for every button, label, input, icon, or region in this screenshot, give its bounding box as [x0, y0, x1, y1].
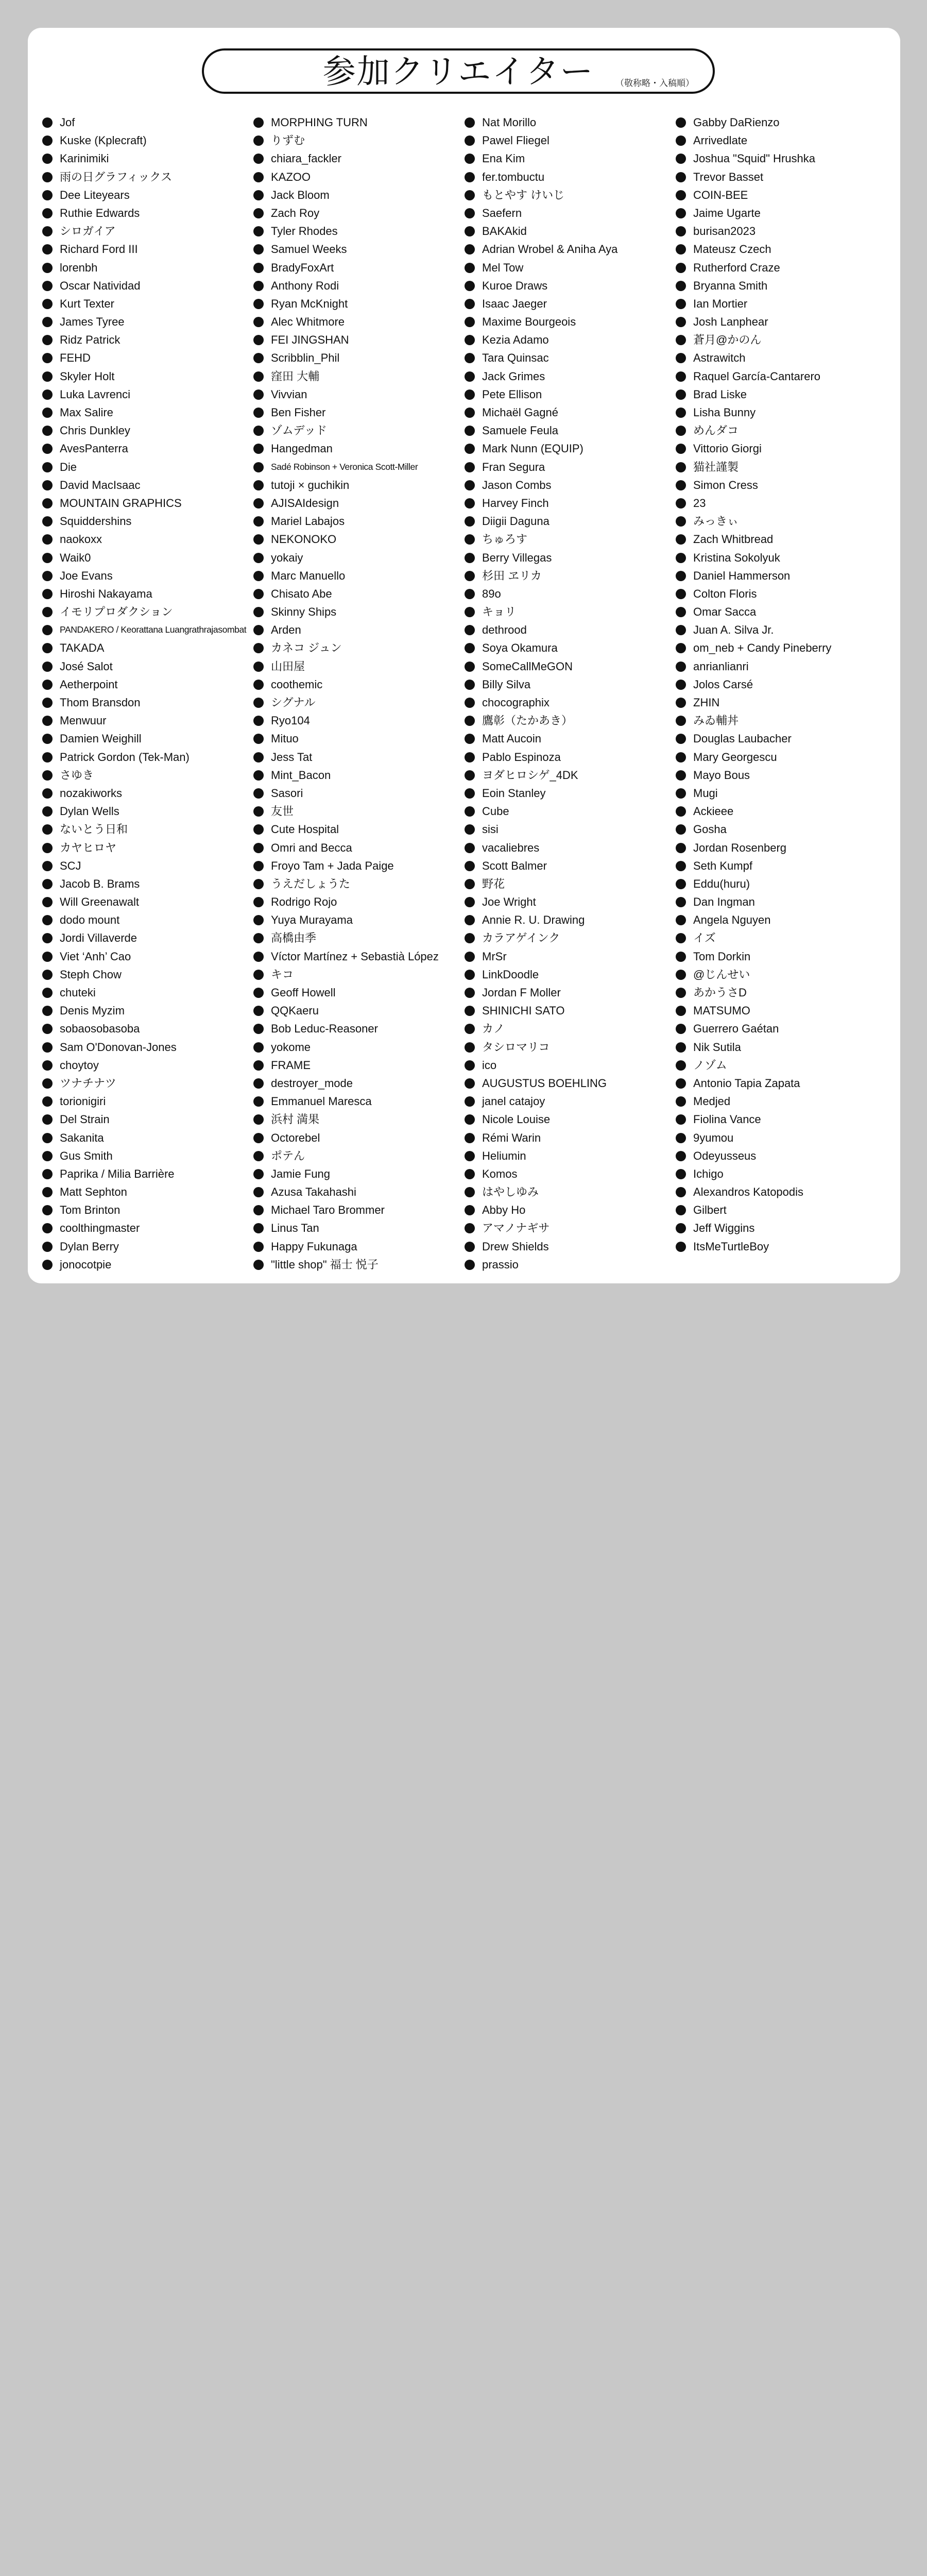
creator-name: ちゅろす — [465, 530, 676, 548]
creator-name: Cube — [465, 802, 676, 820]
creator-name: Omar Sacca — [676, 603, 887, 621]
creator-name: Dylan Wells — [42, 802, 253, 820]
creator-name: FEHD — [42, 349, 253, 367]
creator-name: Dylan Berry — [42, 1238, 253, 1256]
creator-name: Alec Whitmore — [253, 313, 465, 331]
creator-name: choytoy — [42, 1056, 253, 1074]
creator-name: tutoji × guchikin — [253, 476, 465, 494]
creator-name: vacaliebres — [465, 839, 676, 857]
creator-name: ico — [465, 1056, 676, 1074]
creator-name: Tyler Rhodes — [253, 222, 465, 240]
creator-name: Ruthie Edwards — [42, 204, 253, 222]
creator-name: AJISAIdesign — [253, 494, 465, 512]
creator-name: Tom Dorkin — [676, 947, 887, 965]
creator-name: 猫社謹製 — [676, 458, 887, 476]
creator-name: Emmanuel Maresca — [253, 1092, 465, 1110]
creator-name: Denis Myzim — [42, 1002, 253, 1020]
creator-name: Joshua "Squid" Hrushka — [676, 149, 887, 167]
creator-name: Zach Whitbread — [676, 530, 887, 548]
creator-name: Steph Chow — [42, 965, 253, 984]
creator-name: Mayo Bous — [676, 766, 887, 784]
creator-name: Cute Hospital — [253, 820, 465, 838]
creator-name: Pablo Espinoza — [465, 748, 676, 766]
creator-name: 雨の日グラフィックス — [42, 168, 253, 186]
creator-name: Jeff Wiggins — [676, 1219, 887, 1237]
creator-name: janel catajoy — [465, 1092, 676, 1110]
creator-name: Will Greenawalt — [42, 893, 253, 911]
creator-name: Patrick Gordon (Tek-Man) — [42, 748, 253, 766]
creator-name: MATSUMO — [676, 1002, 887, 1020]
creator-name: もとやす けいじ — [465, 186, 676, 204]
creator-name: アマノナギサ — [465, 1219, 676, 1237]
creator-name: BradyFoxArt — [253, 259, 465, 277]
creator-name: MORPHING TURN — [253, 113, 465, 131]
creator-name: coothemic — [253, 675, 465, 693]
creator-name: chuteki — [42, 984, 253, 1002]
creator-name: FRAME — [253, 1056, 465, 1074]
creator-name: Annie R. U. Drawing — [465, 911, 676, 929]
creator-name: ポテん — [253, 1147, 465, 1165]
creator-name: Matt Aucoin — [465, 730, 676, 748]
creator-name: 9yumou — [676, 1129, 887, 1147]
creator-name: あかうさD — [676, 984, 887, 1002]
creator-name: Dan Ingman — [676, 893, 887, 911]
creator-name: NEKONOKO — [253, 530, 465, 548]
creator-name: Josh Lanphear — [676, 313, 887, 331]
creator-name: Adrian Wrobel & Aniha Aya — [465, 240, 676, 258]
creator-name: Mark Nunn (EQUIP) — [465, 439, 676, 457]
creator-name: シグナル — [253, 693, 465, 711]
creator-name: うえだしょうた — [253, 875, 465, 893]
creator-name: Geoff Howell — [253, 984, 465, 1002]
creator-name: José Salot — [42, 657, 253, 675]
creator-name: Rutherford Craze — [676, 259, 887, 277]
creator-name: Marc Manuello — [253, 567, 465, 585]
creator-name: Gabby DaRienzo — [676, 113, 887, 131]
creator-name: 野花 — [465, 875, 676, 893]
creator-name: Scribblin_Phil — [253, 349, 465, 367]
creator-name: Menwuur — [42, 711, 253, 730]
creator-name: torionigiri — [42, 1092, 253, 1110]
creator-name: Kezia Adamo — [465, 331, 676, 349]
creator-name: Nat Morillo — [465, 113, 676, 131]
creator-name: カヤヒロヤ — [42, 839, 253, 857]
creator-name: Scott Balmer — [465, 857, 676, 875]
creator-column-3 — [465, 113, 676, 1274]
creator-name: みゐ輔丼 — [676, 711, 887, 730]
creator-name: Jolos Carsé — [676, 675, 887, 693]
creator-name: Trevor Basset — [676, 168, 887, 186]
creator-name: Mary Georgescu — [676, 748, 887, 766]
creator-name: Jordi Villaverde — [42, 929, 253, 947]
creator-name: Chisato Abe — [253, 585, 465, 603]
creator-name: TAKADA — [42, 639, 253, 657]
creator-name: Anthony Rodi — [253, 277, 465, 295]
creator-name: Colton Floris — [676, 585, 887, 603]
creator-name: Bryanna Smith — [676, 277, 887, 295]
creator-name: シロガイア — [42, 222, 253, 240]
creator-name: Nik Sutila — [676, 1038, 887, 1056]
creator-name: sisi — [465, 820, 676, 838]
creator-column-1 — [42, 113, 253, 1274]
creator-name: yokome — [253, 1038, 465, 1056]
creator-name: Happy Fukunaga — [253, 1238, 465, 1256]
creator-name: BAKAkid — [465, 222, 676, 240]
creator-name: SHINICHI SATO — [465, 1002, 676, 1020]
creator-name: KAZOO — [253, 168, 465, 186]
creator-name: PANDAKERO / Keorattana Luangrathrajasombat — [42, 621, 253, 639]
creator-name: Raquel García-Cantarero — [676, 367, 887, 385]
creator-name: りずむ — [253, 131, 465, 149]
creator-name: Sadé Robinson + Veronica Scott-Miller — [253, 458, 465, 476]
creator-name: Jaime Ugarte — [676, 204, 887, 222]
creator-name: 山田屋 — [253, 657, 465, 675]
creator-name: Kurt Texter — [42, 295, 253, 313]
creator-name: Linus Tan — [253, 1219, 465, 1237]
creator-name: 高橋由季 — [253, 929, 465, 947]
creator-name: Billy Silva — [465, 675, 676, 693]
creator-name: Ridz Patrick — [42, 331, 253, 349]
creator-name: AvesPanterra — [42, 439, 253, 457]
creator-name: Ryo104 — [253, 711, 465, 730]
creator-name: Saefern — [465, 204, 676, 222]
creator-name: Jof — [42, 113, 253, 131]
creator-name: Pawel Fliegel — [465, 131, 676, 149]
creator-name: Komos — [465, 1165, 676, 1183]
creator-name: burisan2023 — [676, 222, 887, 240]
footer — [0, 1288, 927, 1376]
creator-name: Del Strain — [42, 1110, 253, 1128]
creator-name: みっきぃ — [676, 512, 887, 530]
creator-name: Víctor Martínez + Sebastià López — [253, 947, 465, 965]
creator-name: めんダコ — [676, 421, 887, 439]
creator-name: Mel Tow — [465, 259, 676, 277]
creator-name: Omri and Becca — [253, 839, 465, 857]
creator-name: Bob Leduc-Reasoner — [253, 1020, 465, 1038]
creator-name: destroyer_mode — [253, 1074, 465, 1092]
creator-name: Jacob B. Brams — [42, 875, 253, 893]
creator-name: yokaiy — [253, 549, 465, 567]
creator-name: カノ — [465, 1020, 676, 1038]
creator-name: Michael Taro Brommer — [253, 1201, 465, 1219]
creator-name: Abby Ho — [465, 1201, 676, 1219]
creator-name: Harvey Finch — [465, 494, 676, 512]
creator-name: Isaac Jaeger — [465, 295, 676, 313]
creator-column-4 — [676, 113, 887, 1256]
creator-name: キョリ — [465, 603, 676, 621]
creator-name: Ian Mortier — [676, 295, 887, 313]
creator-name: Kuske (Kplecraft) — [42, 131, 253, 149]
creator-name: Kuroe Draws — [465, 277, 676, 295]
creator-name: Angela Nguyen — [676, 911, 887, 929]
creator-name: Fiolina Vance — [676, 1110, 887, 1128]
creator-name: Dee Liteyears — [42, 186, 253, 204]
creator-name: Eoin Stanley — [465, 784, 676, 802]
creator-name: Eddu(huru) — [676, 875, 887, 893]
creator-name: Azusa Takahashi — [253, 1183, 465, 1201]
creator-name: Vittorio Giorgi — [676, 439, 887, 457]
creator-name: Zach Roy — [253, 204, 465, 222]
creator-name: キコ — [253, 965, 465, 984]
creator-name: anrianlianri — [676, 657, 887, 675]
creator-name: @じんせい — [676, 965, 887, 984]
creator-name: Tara Quinsac — [465, 349, 676, 367]
creator-name: ZHIN — [676, 693, 887, 711]
creator-name: Guerrero Gaétan — [676, 1020, 887, 1038]
title-banner — [202, 48, 715, 94]
creator-name: MOUNTAIN GRAPHICS — [42, 494, 253, 512]
creator-name: Rodrigo Rojo — [253, 893, 465, 911]
creator-name: Die — [42, 458, 253, 476]
creator-name: Samuel Weeks — [253, 240, 465, 258]
creator-name: fer.tombuctu — [465, 168, 676, 186]
creator-name: sobaosobasoba — [42, 1020, 253, 1038]
creator-name: Seth Kumpf — [676, 857, 887, 875]
creator-name: Octorebel — [253, 1129, 465, 1147]
creator-name: LinkDoodle — [465, 965, 676, 984]
creator-name: Joe Wright — [465, 893, 676, 911]
creator-name: Ackieee — [676, 802, 887, 820]
creator-name: Juan A. Silva Jr. — [676, 621, 887, 639]
creator-name: ItsMeTurtleBoy — [676, 1238, 887, 1256]
creator-name: Diigii Daguna — [465, 512, 676, 530]
creator-name: Tom Brinton — [42, 1201, 253, 1219]
creator-name: SomeCallMeGON — [465, 657, 676, 675]
creator-name: Lisha Bunny — [676, 403, 887, 421]
creator-name: Ichigo — [676, 1165, 887, 1183]
creator-name: 杉田 ヱリカ — [465, 567, 676, 585]
creator-name: Gilbert — [676, 1201, 887, 1219]
creator-name: Paprika / Milia Barrière — [42, 1165, 253, 1183]
creator-name: Joe Evans — [42, 567, 253, 585]
creator-name: タシロマリコ — [465, 1038, 676, 1056]
creator-name: Jordan Rosenberg — [676, 839, 887, 857]
creator-name: AUGUSTUS BOEHLING — [465, 1074, 676, 1092]
creator-name: Waik0 — [42, 549, 253, 567]
creator-name: Mateusz Czech — [676, 240, 887, 258]
creator-name: Ben Fisher — [253, 403, 465, 421]
creator-name: Froyo Tam + Jada Paige — [253, 857, 465, 875]
creator-name: カラアゲインク — [465, 929, 676, 947]
creator-name: Daniel Hammerson — [676, 567, 887, 585]
creator-name: lorenbh — [42, 259, 253, 277]
creator-name: Yuya Murayama — [253, 911, 465, 929]
creator-name: COIN-BEE — [676, 186, 887, 204]
creator-name: Gosha — [676, 820, 887, 838]
creator-name: Jordan F Moller — [465, 984, 676, 1002]
creator-name: 23 — [676, 494, 887, 512]
creator-name: Matt Sephton — [42, 1183, 253, 1201]
creator-name: ゾムデッド — [253, 421, 465, 439]
creator-name: MrSr — [465, 947, 676, 965]
creator-name: Ena Kim — [465, 149, 676, 167]
creator-name: dodo mount — [42, 911, 253, 929]
creator-name: Fran Segura — [465, 458, 676, 476]
creator-name: Sam O'Donovan-Jones — [42, 1038, 253, 1056]
creator-name: Douglas Laubacher — [676, 730, 887, 748]
creator-name: 鷹彰（たかあき） — [465, 711, 676, 730]
creator-name: 蒼月@かのん — [676, 331, 887, 349]
creator-name: Karinimiki — [42, 149, 253, 167]
creator-name: イズ — [676, 929, 887, 947]
creator-name: Hangedman — [253, 439, 465, 457]
page-title: 参加クリエイター — [322, 53, 594, 91]
creator-name: ないとう日和 — [42, 820, 253, 838]
creator-name: Gus Smith — [42, 1147, 253, 1165]
creator-name: イモリプロダクション — [42, 603, 253, 621]
creator-name: Drew Shields — [465, 1238, 676, 1256]
creator-name: Jack Grimes — [465, 367, 676, 385]
creator-name: Arden — [253, 621, 465, 639]
creator-name: Vivvian — [253, 385, 465, 403]
creator-name: Astrawitch — [676, 349, 887, 367]
creator-name: Odeyusseus — [676, 1147, 887, 1165]
creator-name: Mint_Bacon — [253, 766, 465, 784]
creator-name: Kristina Sokolyuk — [676, 549, 887, 567]
creator-name: 友世 — [253, 802, 465, 820]
creator-name: Jason Combs — [465, 476, 676, 494]
creator-name: Max Salire — [42, 403, 253, 421]
creator-name: はやしゆみ — [465, 1183, 676, 1201]
creator-name: coolthingmaster — [42, 1219, 253, 1237]
creator-name: Skyler Holt — [42, 367, 253, 385]
creator-name: Pete Ellison — [465, 385, 676, 403]
creator-name: Mugi — [676, 784, 887, 802]
creator-name: Luka Lavrenci — [42, 385, 253, 403]
creator-name: Michaël Gagné — [465, 403, 676, 421]
creator-name: Oscar Natividad — [42, 277, 253, 295]
creator-name: om_neb + Candy Pineberry — [676, 639, 887, 657]
creator-name: Samuele Feula — [465, 421, 676, 439]
creator-name: Damien Weighill — [42, 730, 253, 748]
creator-name: SCJ — [42, 857, 253, 875]
creator-name: Sasori — [253, 784, 465, 802]
creator-name: Mituo — [253, 730, 465, 748]
creator-name: jonocotpie — [42, 1256, 253, 1274]
creator-name: ノゾム — [676, 1056, 887, 1074]
creator-name: naokoxx — [42, 530, 253, 548]
creator-name: "little shop" 福士 悦子 — [253, 1256, 465, 1274]
creator-name: 89o — [465, 585, 676, 603]
creator-name: dethrood — [465, 621, 676, 639]
creator-name: Berry Villegas — [465, 549, 676, 567]
creator-name: Nicole Louise — [465, 1110, 676, 1128]
creator-name: Thom Bransdon — [42, 693, 253, 711]
creator-name: カネコ ジュン — [253, 639, 465, 657]
creator-name: さゆき — [42, 766, 253, 784]
creator-name: Aetherpoint — [42, 675, 253, 693]
creator-name: Simon Cress — [676, 476, 887, 494]
creator-name: chiara_fackler — [253, 149, 465, 167]
creator-name: Brad Liske — [676, 385, 887, 403]
creator-name: Richard Ford III — [42, 240, 253, 258]
creator-name: QQKaeru — [253, 1002, 465, 1020]
creator-name: Medjed — [676, 1092, 887, 1110]
creator-name: Ryan McKnight — [253, 295, 465, 313]
creator-name: Skinny Ships — [253, 603, 465, 621]
creator-name: 窪田 大輔 — [253, 367, 465, 385]
creator-name: ヨダヒロシゲ_4DK — [465, 766, 676, 784]
creator-name: Maxime Bourgeois — [465, 313, 676, 331]
creator-column-2 — [253, 113, 465, 1274]
creator-name: David MacIsaac — [42, 476, 253, 494]
creator-name: Chris Dunkley — [42, 421, 253, 439]
creator-name: 浜村 満果 — [253, 1110, 465, 1128]
creator-name: Heliumin — [465, 1147, 676, 1165]
creator-name: Sakanita — [42, 1129, 253, 1147]
creator-name: Hiroshi Nakayama — [42, 585, 253, 603]
creator-name: Viet ‘Anh’ Cao — [42, 947, 253, 965]
creator-name: chocographix — [465, 693, 676, 711]
creator-name: ツナチナツ — [42, 1074, 253, 1092]
creator-name: prassio — [465, 1256, 676, 1274]
creator-name: Jack Bloom — [253, 186, 465, 204]
creator-name: Alexandros Katopodis — [676, 1183, 887, 1201]
creator-name: Arrivedlate — [676, 131, 887, 149]
creator-name: Mariel Labajos — [253, 512, 465, 530]
creator-name: FEI JINGSHAN — [253, 331, 465, 349]
creator-name: Jamie Fung — [253, 1165, 465, 1183]
creator-name: Squiddershins — [42, 512, 253, 530]
creator-name: James Tyree — [42, 313, 253, 331]
creator-name: Antonio Tapia Zapata — [676, 1074, 887, 1092]
creator-name: Jess Tat — [253, 748, 465, 766]
creator-name: nozakiworks — [42, 784, 253, 802]
title-note: （敬称略・入稿順） — [615, 78, 694, 89]
creator-name: Rémi Warin — [465, 1129, 676, 1147]
creator-name: Soya Okamura — [465, 639, 676, 657]
